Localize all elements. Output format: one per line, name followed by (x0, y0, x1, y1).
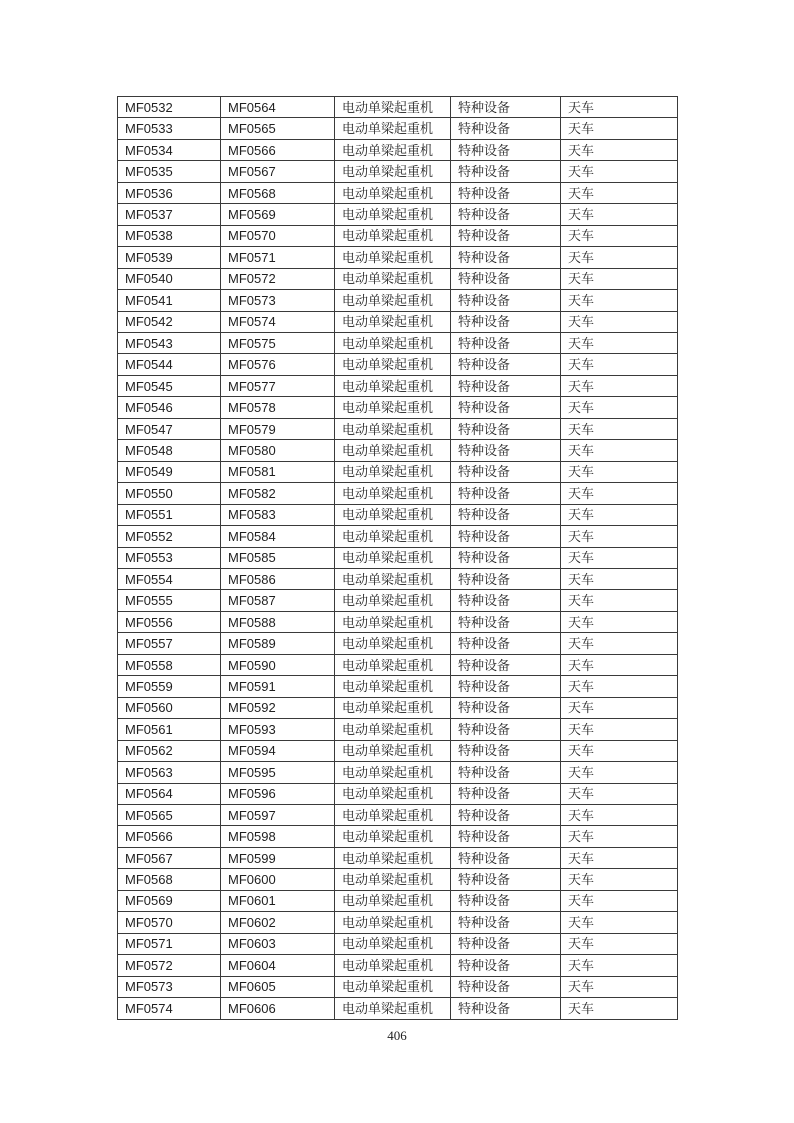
table-row (118, 568, 678, 589)
table-cell: 天车 (561, 204, 678, 225)
table-cell: 天车 (561, 955, 678, 976)
table-cell: 特种设备 (451, 933, 561, 954)
table-cell: 天车 (561, 590, 678, 611)
table-row (118, 504, 678, 525)
table-row (118, 654, 678, 675)
table-cell: MF0535 (118, 161, 221, 182)
table-cell: MF0579 (221, 418, 335, 439)
table-cell: MF0566 (221, 139, 335, 160)
table-cell: 特种设备 (451, 740, 561, 761)
table-row (118, 547, 678, 568)
table-row (118, 290, 678, 311)
table-row (118, 783, 678, 804)
table-cell: 电动单梁起重机 (335, 418, 451, 439)
table-cell: MF0593 (221, 719, 335, 740)
table-cell: MF0537 (118, 204, 221, 225)
table-cell: 天车 (561, 225, 678, 246)
table-cell: MF0555 (118, 590, 221, 611)
table-cell: 特种设备 (451, 697, 561, 718)
table-cell: MF0564 (118, 783, 221, 804)
table-cell: MF0568 (221, 182, 335, 203)
table-cell: 天车 (561, 826, 678, 847)
table-cell: 电动单梁起重机 (335, 461, 451, 482)
table-cell: 天车 (561, 247, 678, 268)
table-cell: MF0567 (221, 161, 335, 182)
table-cell: MF0598 (221, 826, 335, 847)
table-cell: 天车 (561, 97, 678, 118)
table-cell: 天车 (561, 804, 678, 825)
table-cell: MF0574 (118, 998, 221, 1020)
table-cell: 电动单梁起重机 (335, 676, 451, 697)
table-cell: MF0604 (221, 955, 335, 976)
table-cell: MF0567 (118, 847, 221, 868)
table-cell: MF0548 (118, 440, 221, 461)
table-cell: MF0550 (118, 483, 221, 504)
table-row (118, 719, 678, 740)
table-cell: MF0569 (221, 204, 335, 225)
table-cell: 电动单梁起重机 (335, 826, 451, 847)
table-cell: MF0540 (118, 268, 221, 289)
table-cell: 特种设备 (451, 955, 561, 976)
table-cell: MF0571 (118, 933, 221, 954)
table-row (118, 118, 678, 139)
table-cell: 特种设备 (451, 998, 561, 1020)
table-cell: 电动单梁起重机 (335, 118, 451, 139)
table-cell: MF0574 (221, 311, 335, 332)
table-cell: 电动单梁起重机 (335, 869, 451, 890)
table-cell: 电动单梁起重机 (335, 697, 451, 718)
table-cell: 天车 (561, 354, 678, 375)
table-row (118, 354, 678, 375)
table-cell: 电动单梁起重机 (335, 397, 451, 418)
table-cell: 特种设备 (451, 375, 561, 396)
table-row (118, 869, 678, 890)
table-cell: 电动单梁起重机 (335, 311, 451, 332)
table-cell: 电动单梁起重机 (335, 182, 451, 203)
table-cell: MF0605 (221, 976, 335, 997)
table-row (118, 375, 678, 396)
table-cell: MF0570 (118, 912, 221, 933)
equipment-table (117, 96, 678, 1020)
table-cell: 特种设备 (451, 826, 561, 847)
table-cell: 天车 (561, 847, 678, 868)
table-cell: 电动单梁起重机 (335, 912, 451, 933)
table-cell: 天车 (561, 139, 678, 160)
table-cell: 特种设备 (451, 268, 561, 289)
table-cell: MF0602 (221, 912, 335, 933)
table-cell: 特种设备 (451, 161, 561, 182)
table-row (118, 225, 678, 246)
table-cell: 特种设备 (451, 139, 561, 160)
table-cell: MF0599 (221, 847, 335, 868)
table-cell: 电动单梁起重机 (335, 955, 451, 976)
table-cell: 天车 (561, 461, 678, 482)
table-cell: 特种设备 (451, 912, 561, 933)
table-cell: MF0551 (118, 504, 221, 525)
table-cell: MF0584 (221, 526, 335, 547)
table-cell: MF0546 (118, 397, 221, 418)
table-cell: 电动单梁起重机 (335, 976, 451, 997)
table-row (118, 526, 678, 547)
table-cell: MF0541 (118, 290, 221, 311)
table-cell: MF0594 (221, 740, 335, 761)
table-cell: 特种设备 (451, 526, 561, 547)
table-cell: 电动单梁起重机 (335, 654, 451, 675)
table-cell: MF0552 (118, 526, 221, 547)
table-cell: 天车 (561, 719, 678, 740)
table-cell: MF0533 (118, 118, 221, 139)
table-cell: 电动单梁起重机 (335, 804, 451, 825)
table-cell: 电动单梁起重机 (335, 847, 451, 868)
table-cell: 电动单梁起重机 (335, 568, 451, 589)
table-cell: 电动单梁起重机 (335, 97, 451, 118)
table-cell: 电动单梁起重机 (335, 526, 451, 547)
table-cell: 特种设备 (451, 568, 561, 589)
page-number: 406 (387, 1028, 407, 1043)
table-cell: 特种设备 (451, 440, 561, 461)
table-cell: 特种设备 (451, 676, 561, 697)
table-cell: MF0554 (118, 568, 221, 589)
table-cell: MF0569 (118, 890, 221, 911)
table-cell: 特种设备 (451, 633, 561, 654)
table-cell: 电动单梁起重机 (335, 783, 451, 804)
table-cell: 电动单梁起重机 (335, 290, 451, 311)
table-row (118, 933, 678, 954)
table-cell: 电动单梁起重机 (335, 998, 451, 1020)
table-cell: 电动单梁起重机 (335, 225, 451, 246)
table-cell: 电动单梁起重机 (335, 332, 451, 353)
table-cell: MF0542 (118, 311, 221, 332)
table-cell: MF0539 (118, 247, 221, 268)
table-cell: 特种设备 (451, 762, 561, 783)
table-cell: 天车 (561, 504, 678, 525)
table-cell: 特种设备 (451, 311, 561, 332)
table-cell: MF0553 (118, 547, 221, 568)
table-cell: 电动单梁起重机 (335, 161, 451, 182)
table-cell: 特种设备 (451, 225, 561, 246)
table-cell: MF0536 (118, 182, 221, 203)
table-cell: MF0532 (118, 97, 221, 118)
table-row (118, 633, 678, 654)
table-cell: MF0564 (221, 97, 335, 118)
table-cell: 电动单梁起重机 (335, 633, 451, 654)
table-cell: MF0591 (221, 676, 335, 697)
table-cell: MF0603 (221, 933, 335, 954)
table-cell: 特种设备 (451, 611, 561, 632)
table-row (118, 418, 678, 439)
table-cell: MF0560 (118, 697, 221, 718)
table-row (118, 461, 678, 482)
table-cell: 天车 (561, 933, 678, 954)
table-cell: 天车 (561, 375, 678, 396)
table-row (118, 826, 678, 847)
table-cell: MF0573 (118, 976, 221, 997)
table-cell: 特种设备 (451, 118, 561, 139)
table-cell: MF0557 (118, 633, 221, 654)
table-cell: 天车 (561, 547, 678, 568)
table-cell: MF0573 (221, 290, 335, 311)
table-cell: 电动单梁起重机 (335, 933, 451, 954)
table-cell: 天车 (561, 740, 678, 761)
table-cell: MF0590 (221, 654, 335, 675)
table-cell: 特种设备 (451, 504, 561, 525)
table-row (118, 311, 678, 332)
table-cell: MF0596 (221, 783, 335, 804)
table-row (118, 397, 678, 418)
table-row (118, 182, 678, 203)
table-cell: 天车 (561, 869, 678, 890)
table-row (118, 611, 678, 632)
table-cell: 电动单梁起重机 (335, 740, 451, 761)
table-cell: 天车 (561, 118, 678, 139)
table-cell: 特种设备 (451, 290, 561, 311)
table-cell: 电动单梁起重机 (335, 139, 451, 160)
table-cell: MF0581 (221, 461, 335, 482)
table-cell: 电动单梁起重机 (335, 375, 451, 396)
table-cell: MF0600 (221, 869, 335, 890)
table-row (118, 976, 678, 997)
table-cell: 电动单梁起重机 (335, 890, 451, 911)
table-row (118, 161, 678, 182)
table-cell: MF0556 (118, 611, 221, 632)
table-cell: MF0572 (221, 268, 335, 289)
table-row (118, 139, 678, 160)
table-cell: 特种设备 (451, 97, 561, 118)
table-cell: 特种设备 (451, 247, 561, 268)
table-cell: 天车 (561, 332, 678, 353)
table-cell: 特种设备 (451, 418, 561, 439)
table-cell: MF0538 (118, 225, 221, 246)
table-cell: MF0582 (221, 483, 335, 504)
table-cell: 天车 (561, 311, 678, 332)
table-cell: MF0597 (221, 804, 335, 825)
table-cell: MF0577 (221, 375, 335, 396)
table-cell: 电动单梁起重机 (335, 611, 451, 632)
table-cell: MF0585 (221, 547, 335, 568)
table-cell: 电动单梁起重机 (335, 719, 451, 740)
table-cell: 天车 (561, 697, 678, 718)
table-cell: MF0589 (221, 633, 335, 654)
table-cell: 天车 (561, 633, 678, 654)
table-cell: 特种设备 (451, 976, 561, 997)
table-row (118, 247, 678, 268)
table-row (118, 890, 678, 911)
table-cell: 特种设备 (451, 847, 561, 868)
table-cell: MF0587 (221, 590, 335, 611)
table-row (118, 268, 678, 289)
table-cell: 电动单梁起重机 (335, 440, 451, 461)
table-row (118, 697, 678, 718)
table-cell: 天车 (561, 762, 678, 783)
table-cell: MF0563 (118, 762, 221, 783)
table-cell: 天车 (561, 676, 678, 697)
table-cell: MF0595 (221, 762, 335, 783)
table-cell: MF0601 (221, 890, 335, 911)
table-cell: 天车 (561, 654, 678, 675)
table-cell: 电动单梁起重机 (335, 268, 451, 289)
table-cell: MF0558 (118, 654, 221, 675)
table-cell: 电动单梁起重机 (335, 504, 451, 525)
table-cell: 特种设备 (451, 483, 561, 504)
table-cell: MF0606 (221, 998, 335, 1020)
table-row (118, 332, 678, 353)
table-cell: 特种设备 (451, 461, 561, 482)
table-cell: 天车 (561, 418, 678, 439)
table-cell: 天车 (561, 440, 678, 461)
table-cell: MF0580 (221, 440, 335, 461)
table-row (118, 590, 678, 611)
table-cell: MF0588 (221, 611, 335, 632)
table-cell: 电动单梁起重机 (335, 762, 451, 783)
table-cell: 天车 (561, 161, 678, 182)
table-cell: 特种设备 (451, 804, 561, 825)
table-cell: 特种设备 (451, 654, 561, 675)
table-row (118, 97, 678, 118)
equipment-table-body (118, 97, 678, 1020)
table-cell: 天车 (561, 526, 678, 547)
table-cell: MF0566 (118, 826, 221, 847)
table-cell: MF0570 (221, 225, 335, 246)
table-cell: MF0578 (221, 397, 335, 418)
table-row (118, 847, 678, 868)
table-cell: 天车 (561, 998, 678, 1020)
table-cell: 天车 (561, 568, 678, 589)
table-cell: 天车 (561, 912, 678, 933)
table-cell: 特种设备 (451, 719, 561, 740)
table-cell: MF0565 (118, 804, 221, 825)
table-cell: 特种设备 (451, 547, 561, 568)
table-row (118, 740, 678, 761)
table-cell: 天车 (561, 783, 678, 804)
table-cell: MF0559 (118, 676, 221, 697)
table-row (118, 955, 678, 976)
table-cell: 特种设备 (451, 332, 561, 353)
table-cell: MF0571 (221, 247, 335, 268)
table-cell: 特种设备 (451, 890, 561, 911)
table-row (118, 204, 678, 225)
table-row (118, 998, 678, 1020)
table-cell: MF0562 (118, 740, 221, 761)
table-cell: MF0565 (221, 118, 335, 139)
table-cell: 特种设备 (451, 869, 561, 890)
table-cell: 天车 (561, 182, 678, 203)
table-cell: 天车 (561, 290, 678, 311)
table-cell: MF0586 (221, 568, 335, 589)
table-cell: 电动单梁起重机 (335, 204, 451, 225)
table-cell: 天车 (561, 483, 678, 504)
table-cell: 电动单梁起重机 (335, 590, 451, 611)
table-cell: MF0568 (118, 869, 221, 890)
table-cell: MF0592 (221, 697, 335, 718)
table-cell: 天车 (561, 397, 678, 418)
table-cell: 特种设备 (451, 590, 561, 611)
table-cell: 特种设备 (451, 204, 561, 225)
table-row (118, 440, 678, 461)
table-cell: MF0534 (118, 139, 221, 160)
table-cell: 特种设备 (451, 397, 561, 418)
table-cell: 电动单梁起重机 (335, 354, 451, 375)
table-row (118, 912, 678, 933)
table-row (118, 676, 678, 697)
table-cell: 天车 (561, 268, 678, 289)
table-cell: 电动单梁起重机 (335, 247, 451, 268)
table-cell: MF0583 (221, 504, 335, 525)
table-cell: MF0549 (118, 461, 221, 482)
table-row (118, 762, 678, 783)
table-cell: MF0576 (221, 354, 335, 375)
table-cell: MF0572 (118, 955, 221, 976)
table-cell: 特种设备 (451, 354, 561, 375)
table-cell: 电动单梁起重机 (335, 547, 451, 568)
table-cell: MF0545 (118, 375, 221, 396)
table-cell: 天车 (561, 611, 678, 632)
table-cell: 特种设备 (451, 783, 561, 804)
table-cell: MF0575 (221, 332, 335, 353)
table-row (118, 804, 678, 825)
table-cell: 天车 (561, 890, 678, 911)
table-cell: 特种设备 (451, 182, 561, 203)
table-cell: MF0561 (118, 719, 221, 740)
table-cell: 电动单梁起重机 (335, 483, 451, 504)
table-row (118, 483, 678, 504)
table-cell: MF0543 (118, 332, 221, 353)
table-cell: 天车 (561, 976, 678, 997)
table-cell: MF0544 (118, 354, 221, 375)
table-cell: MF0547 (118, 418, 221, 439)
